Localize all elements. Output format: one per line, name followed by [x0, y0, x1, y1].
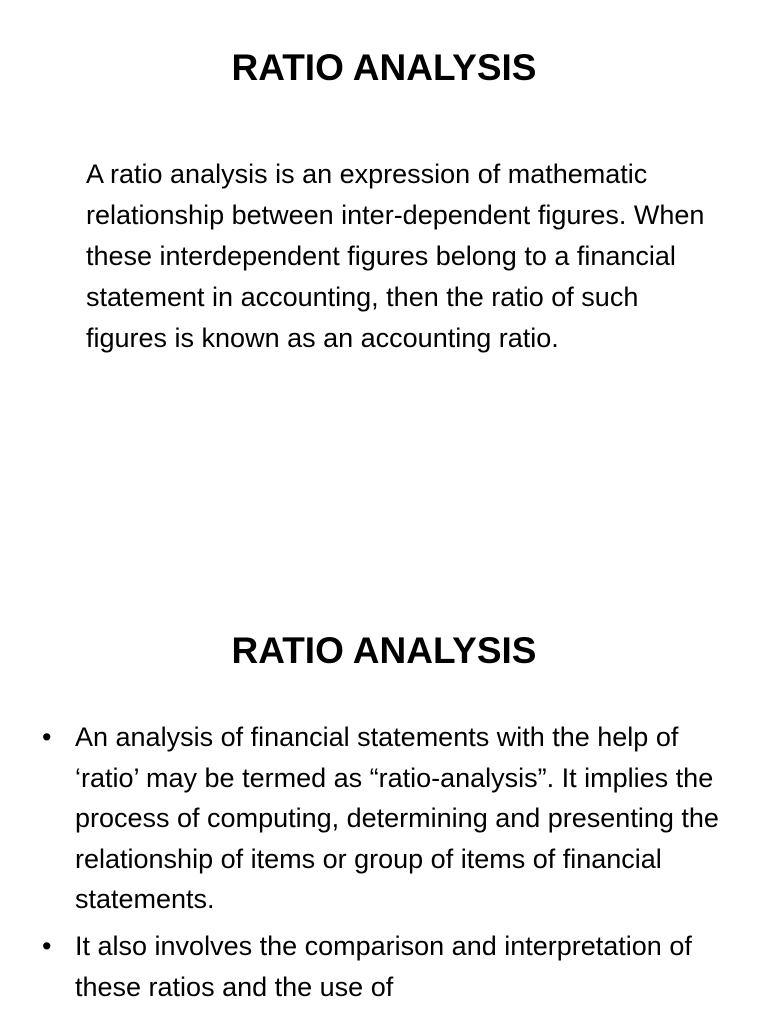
slide-2-title: RATIO ANALYSIS	[231, 630, 537, 671]
bullet-text: An analysis of financial statements with the help of ‘ratio’ may be termed as “ratio-analysis”. It implies the process of computing, determining and presenting the relationship of items or group of items of financial statements.	[75, 722, 719, 915]
bullet-icon: •	[42, 930, 52, 961]
slide-2	[0, 600, 768, 1024]
bullet-item	[0, 926, 768, 1007]
bullet-list	[0, 717, 768, 1013]
bullet-item	[0, 717, 768, 920]
slide-1-title: RATIO ANALYSIS	[231, 47, 537, 88]
slide-1-paragraph: A ratio analysis is an expression of mathematic relationship between inter-dependent figures. When these interdependent figures belong to a financial statement in accounting, then the ratio of such figures is known as an accounting ratio.	[86, 159, 705, 353]
bullet-icon: •	[42, 722, 52, 752]
bullet-text: It also involves the comparison and interpretation of these ratios and the use of	[75, 930, 692, 1002]
